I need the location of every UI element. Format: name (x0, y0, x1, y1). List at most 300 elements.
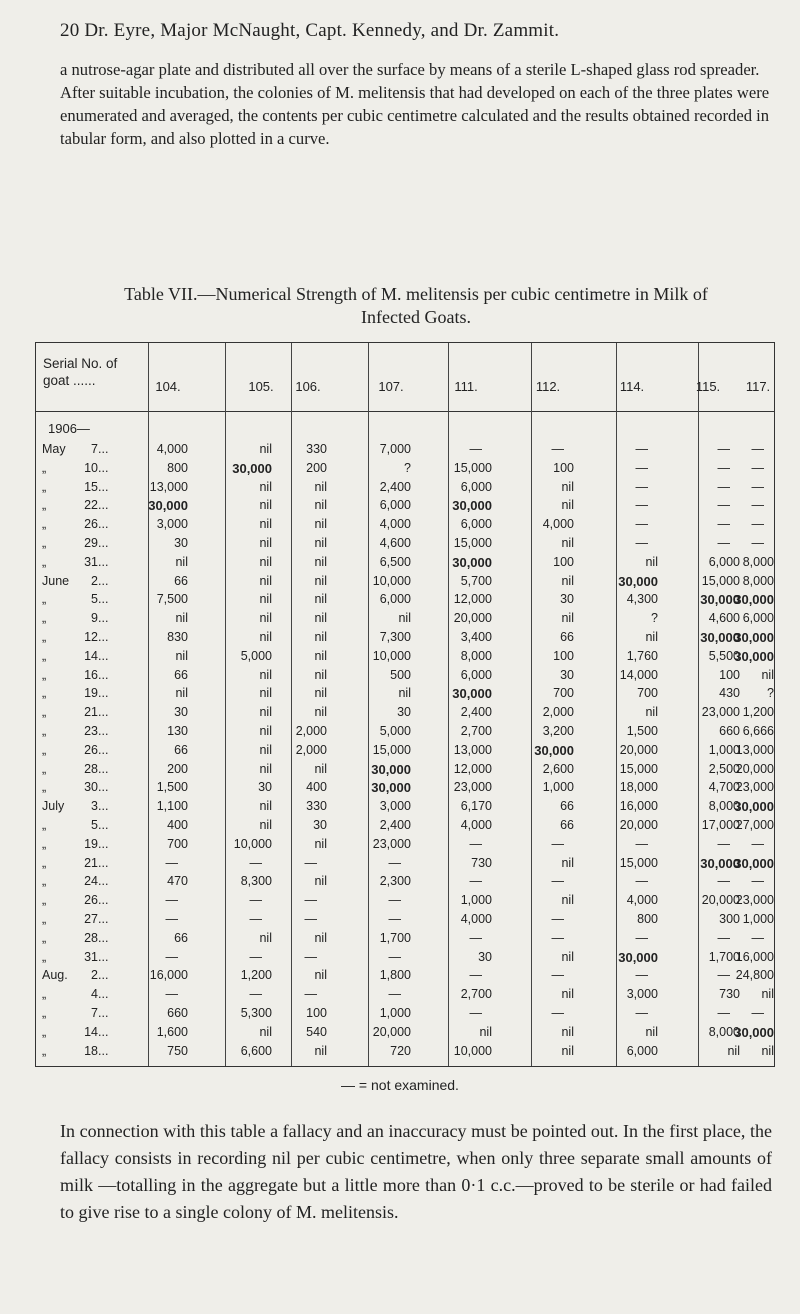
header-rule (36, 411, 774, 412)
table-row (36, 536, 776, 550)
row-month: „ (42, 912, 47, 926)
row-day: 31 (84, 554, 98, 569)
table-cell: 10,000 (372, 573, 411, 588)
table-cell: — (551, 968, 564, 983)
table-cell: — (717, 930, 730, 945)
table-cell: nil (314, 611, 327, 626)
table-cell: 100 (553, 460, 574, 475)
table-cell: nil (314, 686, 327, 701)
table-cell: 20,000 (735, 761, 774, 776)
row-day: 29 (84, 536, 98, 550)
table-cell: nil (259, 930, 272, 945)
table-cell: 1,200 (240, 968, 272, 983)
row-day: 14 (84, 648, 98, 663)
table-row (36, 856, 776, 870)
table-cell: 6,000 (460, 479, 492, 494)
table-cell: — (388, 855, 401, 870)
table-cell: 660 (719, 724, 740, 738)
row-day: 2 (91, 573, 98, 588)
table-cell: — (635, 536, 648, 550)
table-cell: 24,800 (735, 968, 774, 983)
table-cell: nil (761, 1043, 774, 1058)
table-cell: 27,000 (735, 818, 774, 832)
table-cell: — (635, 1006, 648, 1020)
row-month: „ (42, 742, 47, 757)
table-cell: nil (398, 611, 411, 626)
table-cell: nil (175, 611, 188, 626)
table-cell: 30 (174, 705, 188, 720)
table-cell: 10,000 (233, 836, 272, 851)
closing-paragraph: In connection with this table a fallacy and an inaccuracy must be pointed out. In the first place, the fallacy consists in recording nil per cubic centimetre, when only three separate small amounts of milk —totalling in the aggregate but a little more than 0·1 c.c.—proved to be sterile or had failed to give rise to a single colony of M. melitensis. (60, 1121, 772, 1222)
table-cell: 7,500 (156, 592, 188, 607)
table-cell: 66 (560, 799, 574, 814)
table-cell: 1,100 (156, 799, 188, 814)
table-cell: 30,000 (618, 573, 658, 589)
row-day: 18 (84, 1043, 98, 1058)
table-cell: 130 (167, 724, 188, 738)
table-cell: 1,000 (742, 912, 774, 926)
table-cell: — (388, 893, 401, 908)
row-leader-dots: ... (98, 893, 109, 908)
table-cell: 30,000 (452, 498, 492, 514)
table-cell: 13,000 (453, 742, 492, 757)
row-month: „ (42, 517, 47, 532)
table-cell: nil (314, 1043, 327, 1058)
table-cell: nil (314, 630, 327, 644)
table-cell: 1,000 (460, 893, 492, 908)
table-cell: 23,000 (372, 836, 411, 851)
table-cell: 6,000 (379, 592, 411, 607)
table-cell: 660 (167, 1006, 188, 1020)
table-cell: 8,000 (708, 799, 740, 814)
table-cell: 5,300 (240, 1006, 272, 1020)
row-month: July (42, 799, 65, 814)
row-leader-dots: ... (98, 818, 109, 832)
table-cell: nil (561, 987, 574, 1002)
table-cell: 30,000 (452, 686, 492, 702)
table-cell: nil (561, 611, 574, 626)
data-table (35, 342, 775, 1067)
table-cell: nil (314, 592, 327, 607)
table-cell: — (249, 949, 262, 964)
table-cell: 66 (560, 630, 574, 644)
table-cell: 100 (553, 648, 574, 663)
row-leader-dots: ... (98, 855, 109, 870)
row-leader-dots: ... (98, 573, 109, 588)
row-leader-dots: ... (98, 630, 109, 644)
row-leader-dots: ... (98, 536, 109, 550)
row-day: 31 (84, 949, 98, 964)
row-leader-dots: ... (98, 648, 109, 663)
table-cell: 23,000 (701, 705, 740, 720)
table-cell: nil (561, 498, 574, 513)
row-day: 16 (84, 667, 98, 682)
row-day: 12 (84, 630, 98, 644)
table-cell: 30 (258, 780, 272, 795)
row-month: „ (42, 1043, 47, 1058)
table-cell: 30,000 (618, 949, 658, 965)
table-cell: 18,000 (619, 780, 658, 795)
table-cell: nil (561, 855, 574, 870)
table-cell: 30,000 (700, 630, 740, 645)
table-cell: — (717, 536, 730, 550)
table-row (36, 1044, 776, 1058)
table-cell: nil (314, 761, 327, 776)
table-cell: 30,000 (232, 460, 272, 476)
row-leader-dots: ... (98, 836, 109, 851)
table-cell: nil (398, 686, 411, 701)
table-row (36, 480, 776, 494)
table-cell: 4,600 (379, 536, 411, 550)
table-cell: 20,000 (619, 742, 658, 757)
row-day: 3 (91, 799, 98, 814)
table-cell: 15,000 (701, 573, 740, 588)
table-cell: — (551, 1006, 564, 1020)
table-cell: nil (175, 554, 188, 569)
table-cell: nil (259, 742, 272, 757)
table-cell: 6,000 (460, 517, 492, 532)
table-cell: 10,000 (453, 1043, 492, 1058)
table-cell: nil (259, 630, 272, 644)
row-month: „ (42, 855, 47, 870)
table-row (36, 780, 776, 794)
goat-header: 106. (295, 379, 321, 394)
table-cell: — (551, 912, 564, 926)
table-row (36, 668, 776, 682)
row-day: 2 (91, 968, 98, 983)
table-cell: — (751, 930, 764, 945)
table-row (36, 799, 776, 813)
row-day: 7 (91, 442, 98, 456)
running-header: 20 Dr. Eyre, Major McNaught, Capt. Kennedy, and Dr. Zammit. (60, 20, 560, 41)
table-cell: 1,000 (708, 742, 740, 757)
table-cell: 2,500 (708, 761, 740, 776)
row-month: „ (42, 780, 47, 795)
table-cell: 30,000 (734, 1024, 774, 1040)
row-month: „ (42, 460, 47, 475)
table-cell: 4,600 (708, 611, 740, 626)
table-row (36, 950, 776, 964)
table-cell: 5,700 (460, 573, 492, 588)
table-cell: nil (314, 968, 327, 983)
row-leader-dots: ... (98, 686, 109, 701)
table-cell: 10,000 (372, 648, 411, 663)
table-cell: 15,000 (619, 855, 658, 870)
table-cell: nil (259, 498, 272, 513)
table-cell: — (304, 912, 317, 926)
table-cell: — (388, 987, 401, 1002)
row-day: 7 (91, 1006, 98, 1020)
table-cell: 6,600 (240, 1043, 272, 1058)
table-cell: 14,000 (619, 667, 658, 682)
table-cell: 4,000 (156, 442, 188, 456)
table-cell: — (165, 949, 178, 964)
table-cell: 720 (390, 1043, 411, 1058)
goat-header: 104. (155, 379, 181, 394)
table-row (36, 743, 776, 757)
table-row (36, 555, 776, 569)
row-day: 19 (84, 836, 98, 851)
table-cell: 1,000 (379, 1006, 411, 1020)
table-cell: 1,500 (626, 724, 658, 738)
table-cell: 730 (719, 987, 740, 1002)
row-day: 28 (84, 930, 98, 945)
table-cell: 6,500 (379, 554, 411, 569)
goat-header: 111. (454, 379, 478, 394)
table-cell: — (304, 893, 317, 908)
table-cell: — (304, 949, 317, 964)
table-row (36, 912, 776, 926)
table-cell: nil (259, 667, 272, 682)
row-day: 10 (84, 460, 98, 475)
row-day: 28 (84, 761, 98, 776)
table-cell: — (751, 874, 764, 889)
table-cell: 30,000 (734, 630, 774, 645)
table-cell: 30,000 (734, 799, 774, 815)
row-month: „ (42, 836, 47, 851)
row-day: 27 (84, 912, 98, 926)
table-cell: 23,000 (735, 780, 774, 795)
table-cell: — (469, 968, 482, 983)
row-month: „ (42, 724, 47, 738)
table-cell: 30 (560, 592, 574, 607)
table-cell: 1,200 (742, 705, 774, 720)
table-cell: nil (259, 799, 272, 814)
table-cell: 3,400 (460, 630, 492, 644)
table-cell: 4,000 (460, 912, 492, 926)
table-cell: — (751, 498, 764, 513)
table-cell: 750 (167, 1043, 188, 1058)
table-cell: — (249, 855, 262, 870)
row-month: „ (42, 686, 47, 701)
serial-header-line-2: goat ...... (43, 373, 96, 388)
table-row (36, 461, 776, 475)
table-cell: — (249, 987, 262, 1002)
table-cell: nil (175, 686, 188, 701)
row-month: „ (42, 893, 47, 908)
table-cell: 6,000 (460, 667, 492, 682)
table-cell: 700 (553, 686, 574, 701)
table-cell: — (551, 874, 564, 889)
table-cell: 30,000 (534, 742, 574, 758)
table-cell: 20,000 (701, 893, 740, 908)
table-caption (56, 283, 776, 329)
table-cell: nil (314, 573, 327, 588)
row-month: „ (42, 761, 47, 776)
row-month: „ (42, 818, 47, 832)
table-cell: 16,000 (619, 799, 658, 814)
table-cell: nil (259, 517, 272, 532)
row-month: „ (42, 536, 47, 550)
table-cell: — (751, 836, 764, 851)
table-cell: 800 (167, 460, 188, 475)
table-cell: 30,000 (371, 761, 411, 777)
table-cell: 500 (390, 667, 411, 682)
row-leader-dots: ... (98, 724, 109, 738)
table-cell: 2,700 (460, 724, 492, 738)
table-cell: 1,500 (156, 780, 188, 795)
table-cell: 20,000 (372, 1024, 411, 1039)
table-cell: 1,700 (379, 930, 411, 945)
table-cell: — (635, 930, 648, 945)
table-row (36, 724, 776, 738)
table-cell: 8,000 (742, 554, 774, 569)
row-leader-dots: ... (98, 479, 109, 494)
table-cell: 20,000 (453, 611, 492, 626)
table-cell: 20,000 (619, 818, 658, 832)
table-row (36, 968, 776, 982)
table-cell: nil (314, 874, 327, 889)
table-cell: 100 (719, 667, 740, 682)
year-label: 1906— (48, 421, 90, 436)
table-cell: 4,000 (542, 517, 574, 532)
table-cell: 4,000 (626, 893, 658, 908)
table-cell: 30,000 (700, 855, 740, 871)
table-cell: — (249, 893, 262, 908)
row-leader-dots: ... (98, 799, 109, 814)
row-month: „ (42, 630, 47, 644)
row-month: „ (42, 1024, 47, 1039)
table-cell: 5,500 (708, 648, 740, 663)
table-cell: nil (761, 667, 774, 682)
row-leader-dots: ... (98, 498, 109, 513)
table-cell: 8,300 (240, 874, 272, 889)
row-month: „ (42, 705, 47, 720)
table-cell: 8,000 (708, 1024, 740, 1039)
table-row (36, 705, 776, 719)
row-day: 23 (84, 724, 98, 738)
intro-paragraph: a nutrose-agar plate and distributed all over the surface by means of a sterile L-shaped glass rod spreader. After suitable incubation, the colonies of M. melitensis that had developed on each of the three plates were enumerated and averaged, the contents per cubic centimetre calculated and the results obtained recorded in tabular form, and also plotted in a curve. (60, 60, 770, 148)
row-month: „ (42, 949, 47, 964)
table-cell: — (165, 893, 178, 908)
table-cell: 200 (306, 460, 327, 475)
row-day: 22 (84, 498, 98, 513)
table-cell: nil (314, 930, 327, 945)
row-month: May (42, 442, 66, 456)
table-cell: — (635, 460, 648, 475)
table-cell: 13,000 (149, 479, 188, 494)
table-cell: — (469, 874, 482, 889)
table-cell: 400 (167, 818, 188, 832)
row-leader-dots: ... (98, 517, 109, 532)
table-cell: nil (561, 949, 574, 964)
table-cell: 2,400 (379, 479, 411, 494)
row-leader-dots: ... (98, 1043, 109, 1058)
row-month: „ (42, 611, 47, 626)
table-cell: ? (767, 686, 774, 701)
table-cell: nil (259, 705, 272, 720)
row-month: „ (42, 930, 47, 945)
table-row (36, 837, 776, 851)
table-cell: — (717, 460, 730, 475)
table-cell: 200 (167, 761, 188, 776)
table-cell: nil (259, 442, 272, 456)
table-cell: 300 (719, 912, 740, 926)
table-cell: 330 (306, 799, 327, 814)
table-cell: 7,000 (379, 442, 411, 456)
table-cell: 30 (174, 536, 188, 550)
table-cell: 700 (637, 686, 658, 701)
table-cell: nil (259, 818, 272, 832)
row-day: 14 (84, 1024, 98, 1039)
table-cell: 2,000 (295, 742, 327, 757)
row-day: 21 (84, 855, 98, 870)
table-cell: 30,000 (734, 648, 774, 664)
table-row (36, 893, 776, 907)
row-month: „ (42, 592, 47, 607)
table-row (36, 649, 776, 663)
serial-header-line-1: Serial No. of (43, 356, 118, 371)
table-cell: — (635, 517, 648, 532)
table-cell: nil (561, 573, 574, 588)
table-cell: 30,000 (700, 592, 740, 608)
table-cell: 66 (174, 573, 188, 588)
goat-header: 105. (248, 379, 274, 394)
table-cell: 6,000 (708, 554, 740, 569)
table-cell: 330 (306, 442, 327, 456)
table-cell: — (635, 968, 648, 983)
table-cell: 15,000 (372, 742, 411, 757)
table-cell: — (304, 855, 317, 870)
table-row (36, 1006, 776, 1020)
table-row (36, 931, 776, 945)
row-day: 30 (84, 780, 98, 795)
table-row (36, 874, 776, 888)
table-cell: nil (645, 630, 658, 644)
table-cell: — (635, 874, 648, 889)
table-cell: — (388, 912, 401, 926)
row-leader-dots: ... (98, 592, 109, 607)
table-cell: — (717, 498, 730, 513)
table-cell: nil (314, 554, 327, 569)
table-cell: nil (259, 1024, 272, 1039)
table-cell: nil (727, 1043, 740, 1058)
table-cell: 15,000 (619, 761, 658, 776)
row-leader-dots: ... (98, 968, 109, 983)
table-cell: 66 (174, 742, 188, 757)
table-cell: 5,000 (379, 724, 411, 738)
table-cell: 4,000 (460, 818, 492, 832)
table-row (36, 762, 776, 776)
goat-header: 117. (745, 379, 771, 394)
table-cell: 540 (306, 1024, 327, 1039)
caption-line-1: Table VII.—Numerical Strength of M. melitensis per cubic centimetre in Milk of (124, 284, 708, 304)
table-cell: 12,000 (453, 761, 492, 776)
table-cell: nil (561, 479, 574, 494)
row-leader-dots: ... (98, 930, 109, 945)
goat-header: 112. (535, 379, 561, 394)
table-cell: nil (259, 554, 272, 569)
table-cell: — (551, 836, 564, 851)
table-cell: — (635, 836, 648, 851)
table-cell: nil (479, 1024, 492, 1039)
table-cell: 30 (478, 949, 492, 964)
table-cell: — (751, 517, 764, 532)
table-row (36, 818, 776, 832)
table-cell: 1,700 (708, 949, 740, 964)
row-leader-dots: ... (98, 1006, 109, 1020)
row-day: 15 (84, 479, 98, 494)
table-cell: ? (404, 460, 411, 475)
table-cell: 6,170 (460, 799, 492, 814)
table-cell: — (469, 442, 482, 456)
table-cell: 2,400 (460, 705, 492, 720)
row-day: 5 (91, 818, 98, 832)
table-cell: nil (314, 667, 327, 682)
table-note: — = not examined. (341, 1077, 459, 1093)
table-cell: 16,000 (735, 949, 774, 964)
table-cell: nil (259, 592, 272, 607)
